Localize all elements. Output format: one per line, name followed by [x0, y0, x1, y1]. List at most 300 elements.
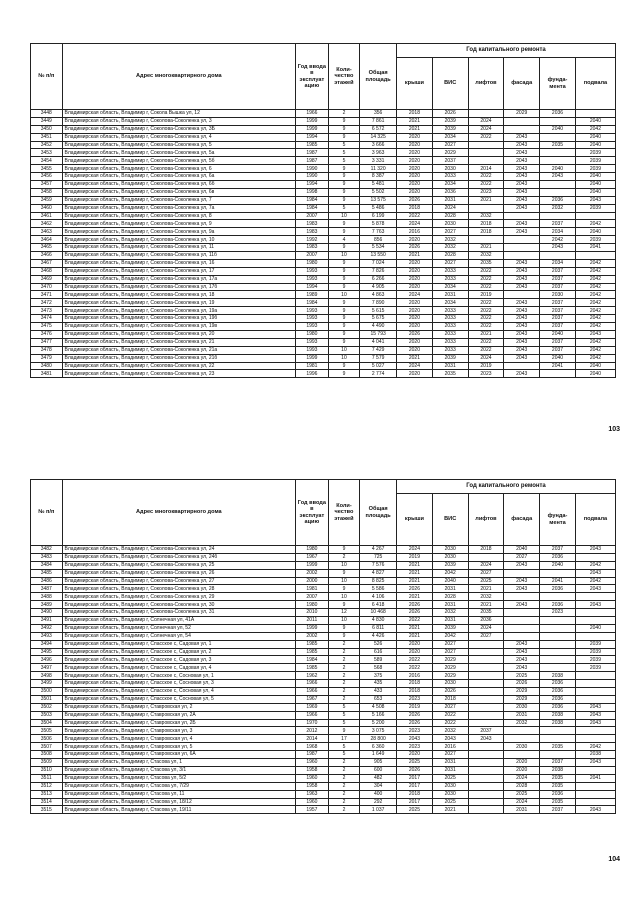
- cell-vis: 2033: [432, 330, 468, 338]
- cell-roof: 2020: [397, 299, 433, 307]
- cell-basement: [575, 735, 615, 743]
- cell-address: Владимирская область, Владимир г, Стасова ул, 11: [62, 790, 296, 798]
- cell-elevators: [468, 664, 504, 672]
- table-row: [31, 624, 616, 632]
- col-foundation: фунда-мента: [540, 494, 576, 546]
- cell-foundation: 2040: [540, 125, 576, 133]
- cell-facade: 2043: [504, 354, 540, 362]
- table-row: [31, 173, 616, 181]
- cell-year: 1993: [296, 338, 329, 346]
- cell-foundation: 2036: [540, 695, 576, 703]
- cell-foundation: 2037: [540, 806, 576, 814]
- cell-foundation: 2037: [540, 323, 576, 331]
- cell-address: Владимирская область, Владимир г, Ставровская ул, 3: [62, 727, 296, 735]
- cell-floors: 9: [328, 546, 360, 554]
- cell-foundation: 2032: [540, 204, 576, 212]
- cell-basement: 2039: [575, 157, 615, 165]
- cell-facade: 2043: [504, 346, 540, 354]
- cell-address: Владимирская область, Владимир г, Соколова-Соколенка ул, 25: [62, 561, 296, 569]
- cell-num: 3482: [31, 546, 63, 554]
- cell-num: 3506: [31, 735, 63, 743]
- cell-address: Владимирская область, Владимир г, Стасова ул, 3/1: [62, 766, 296, 774]
- cell-area: 589: [360, 656, 397, 664]
- cell-num: 3504: [31, 719, 63, 727]
- cell-roof: 2016: [397, 672, 433, 680]
- cell-basement: 2043: [575, 719, 615, 727]
- cell-num: 3474: [31, 315, 63, 323]
- cell-address: Владимирская область, Владимир г, Соколова-Соколенка ул, 21а: [62, 346, 296, 354]
- cell-num: 3477: [31, 338, 63, 346]
- cell-address: Владимирская область, Владимир г, Соколова-Соколенка ул, 17а: [62, 275, 296, 283]
- cell-floors: 9: [328, 165, 360, 173]
- table-row: [31, 577, 616, 585]
- cell-area: 6 811: [360, 624, 397, 632]
- cell-year: 1987: [296, 751, 329, 759]
- cell-area: 7 890: [360, 299, 397, 307]
- cell-roof: 2021: [397, 354, 433, 362]
- cell-area: 7 763: [360, 228, 397, 236]
- cell-year: 1966: [296, 688, 329, 696]
- cell-elevators: 2021: [468, 330, 504, 338]
- cell-area: 7 861: [360, 117, 397, 125]
- cell-elevators: 2024: [468, 354, 504, 362]
- table-row: [31, 569, 616, 577]
- cell-year: 1957: [296, 806, 329, 814]
- cell-floors: 10: [328, 291, 360, 299]
- cell-basement: 2040: [575, 370, 615, 378]
- cell-facade: 2031: [504, 711, 540, 719]
- repair-table-page-103: [30, 43, 616, 378]
- cell-address: Владимирская область, Владимир г, Сокола Вышка ул, 12: [62, 110, 296, 118]
- cell-num: 3470: [31, 283, 63, 291]
- col-group-repair-year: Год капитального ремонта: [397, 480, 616, 494]
- cell-roof: 2020: [397, 133, 433, 141]
- cell-address: Владимирская область, Владимир г, Спасское с, Сосновая ул, 3: [62, 680, 296, 688]
- cell-vis: 2030: [432, 790, 468, 798]
- cell-address: Владимирская область, Владимир г, Спасское с, Садовая ул, 1: [62, 640, 296, 648]
- cell-address: Владимирская область, Владимир г, Соколова-Соколенка ул, 31: [62, 609, 296, 617]
- cell-facade: 2043: [504, 196, 540, 204]
- cell-address: Владимирская область, Владимир г, Соколова-Соколенка ул, 18: [62, 291, 296, 299]
- cell-area: 2 774: [360, 370, 397, 378]
- table-body: [31, 110, 616, 378]
- cell-floors: 9: [328, 220, 360, 228]
- cell-elevators: 2024: [468, 624, 504, 632]
- table-row: [31, 751, 616, 759]
- cell-num: 3456: [31, 173, 63, 181]
- cell-floors: 9: [328, 323, 360, 331]
- col-area: Общая площадь: [360, 44, 397, 110]
- cell-floors: 9: [328, 267, 360, 275]
- cell-address: Владимирская область, Владимир г, Соколова-Соколенка ул, 11: [62, 244, 296, 252]
- cell-year: 1983: [296, 244, 329, 252]
- cell-facade: 2043: [504, 220, 540, 228]
- cell-roof: 2022: [397, 664, 433, 672]
- cell-address: Владимирская область, Владимир г, Соколова-Соколенка ул, 16: [62, 259, 296, 267]
- cell-floors: 9: [328, 299, 360, 307]
- cell-year: 1963: [296, 790, 329, 798]
- cell-area: 482: [360, 774, 397, 782]
- cell-basement: 2042: [575, 315, 615, 323]
- cell-basement: 2043: [575, 806, 615, 814]
- cell-facade: [504, 751, 540, 759]
- cell-year: 1999: [296, 117, 329, 125]
- cell-elevators: [468, 553, 504, 561]
- cell-vis: 2039: [432, 624, 468, 632]
- cell-year: 1966: [296, 110, 329, 118]
- cell-num: 3473: [31, 307, 63, 315]
- cell-area: 15 793: [360, 330, 397, 338]
- cell-basement: 2043: [575, 703, 615, 711]
- col-foundation: фунда-мента: [540, 58, 576, 110]
- cell-year: 2007: [296, 212, 329, 220]
- cell-foundation: 2034: [540, 228, 576, 236]
- cell-area: 5 200: [360, 719, 397, 727]
- cell-num: 3461: [31, 212, 63, 220]
- cell-address: Владимирская область, Владимир г, Спасское с, Сосновая ул, 1: [62, 672, 296, 680]
- cell-year: 1984: [296, 299, 329, 307]
- table-row: [31, 656, 616, 664]
- cell-address: Владимирская область, Владимир г, Ставровская ул, 2: [62, 703, 296, 711]
- repair-table-page-104: [30, 479, 616, 814]
- cell-vis: 2031: [432, 362, 468, 370]
- cell-area: 6 572: [360, 125, 397, 133]
- col-year: Год ввода в эксплуат ацию: [296, 44, 329, 110]
- cell-elevators: 2018: [468, 228, 504, 236]
- cell-area: 725: [360, 553, 397, 561]
- cell-floors: 9: [328, 133, 360, 141]
- cell-floors: 10: [328, 577, 360, 585]
- cell-foundation: 2035: [540, 743, 576, 751]
- cell-elevators: 2022: [468, 133, 504, 141]
- cell-area: 13 575: [360, 196, 397, 204]
- table-row: [31, 196, 616, 204]
- cell-area: 856: [360, 236, 397, 244]
- cell-roof: 2020: [397, 346, 433, 354]
- cell-elevators: [468, 790, 504, 798]
- cell-facade: 2043: [504, 228, 540, 236]
- cell-elevators: [468, 759, 504, 767]
- cell-area: 356: [360, 110, 397, 118]
- cell-address: Владимирская область, Владимир г, Соколова-Соколенка ул, 17: [62, 267, 296, 275]
- cell-year: 1999: [296, 354, 329, 362]
- cell-foundation: 2042: [540, 236, 576, 244]
- cell-roof: 2020: [397, 259, 433, 267]
- cell-area: 28 800: [360, 735, 397, 743]
- cell-area: 5 675: [360, 315, 397, 323]
- cell-year: 1980: [296, 259, 329, 267]
- cell-roof: 2026: [397, 244, 433, 252]
- cell-num: 3469: [31, 275, 63, 283]
- cell-address: Владимирская область, Владимир г, Солнечная ул, 52: [62, 624, 296, 632]
- cell-year: 1985: [296, 141, 329, 149]
- table-row: [31, 546, 616, 554]
- table-row: [31, 766, 616, 774]
- table-row: [31, 703, 616, 711]
- col-vis: ВИС: [432, 494, 468, 546]
- cell-floors: 5: [328, 204, 360, 212]
- cell-elevators: 2035: [468, 259, 504, 267]
- table-row: [31, 291, 616, 299]
- cell-address: Владимирская область, Владимир г, Соколова-Соколенка ул, 5б: [62, 157, 296, 165]
- document-page-104: [0, 452, 640, 905]
- cell-num: 3463: [31, 228, 63, 236]
- cell-vis: 2032: [432, 236, 468, 244]
- table-row: [31, 798, 616, 806]
- cell-vis: 2030: [432, 220, 468, 228]
- cell-roof: 2020: [397, 315, 433, 323]
- cell-roof: 2026: [397, 711, 433, 719]
- cell-elevators: 2035: [468, 609, 504, 617]
- cell-vis: 2029: [432, 672, 468, 680]
- cell-floors: 9: [328, 585, 360, 593]
- cell-basement: 2043: [575, 546, 615, 554]
- cell-facade: 2024: [504, 774, 540, 782]
- cell-foundation: 2041: [540, 362, 576, 370]
- cell-area: 435: [360, 680, 397, 688]
- cell-roof: 2022: [397, 617, 433, 625]
- cell-roof: 2023: [397, 743, 433, 751]
- cell-address: Владимирская область, Владимир г, Стасова ул, 5/2: [62, 774, 296, 782]
- cell-address: Владимирская область, Владимир г, Соколова-Соколенка ул, 9а: [62, 228, 296, 236]
- cell-floors: 2: [328, 798, 360, 806]
- cell-foundation: [540, 593, 576, 601]
- cell-address: Владимирская область, Владимир г, Ставровская ул, 4: [62, 735, 296, 743]
- cell-year: 1980: [296, 601, 329, 609]
- cell-elevators: 2027: [468, 632, 504, 640]
- cell-elevators: 2024: [468, 117, 504, 125]
- cell-roof: 2020: [397, 648, 433, 656]
- cell-elevators: 2019: [468, 362, 504, 370]
- cell-facade: 2043: [504, 141, 540, 149]
- table-row: [31, 125, 616, 133]
- cell-address: Владимирская область, Владимир г, Соколова-Соколенка ул, 21: [62, 338, 296, 346]
- cell-facade: [504, 624, 540, 632]
- cell-address: Владимирская область, Владимир г, Соколова-Соколенка ул, 23: [62, 370, 296, 378]
- cell-basement: 2040: [575, 362, 615, 370]
- cell-elevators: 2019: [468, 291, 504, 299]
- cell-num: 3454: [31, 157, 63, 165]
- cell-vis: 2042: [432, 569, 468, 577]
- cell-vis: 2027: [432, 703, 468, 711]
- cell-floors: 2: [328, 648, 360, 656]
- cell-facade: 2025: [504, 790, 540, 798]
- cell-foundation: 2037: [540, 346, 576, 354]
- cell-vis: 2029: [432, 149, 468, 157]
- cell-foundation: 2036: [540, 688, 576, 696]
- cell-vis: 2031: [432, 291, 468, 299]
- cell-roof: 2026: [397, 585, 433, 593]
- cell-area: 4 041: [360, 338, 397, 346]
- cell-basement: 2039: [575, 149, 615, 157]
- cell-vis: 2035: [432, 370, 468, 378]
- cell-vis: 2037: [432, 157, 468, 165]
- cell-address: Владимирская область, Владимир г, Соколова-Соколенка ул, 5а: [62, 149, 296, 157]
- cell-basement: 2043: [575, 601, 615, 609]
- cell-basement: 2039: [575, 165, 615, 173]
- cell-year: 1980: [296, 546, 329, 554]
- cell-elevators: 2024: [468, 561, 504, 569]
- table-row: [31, 323, 616, 331]
- cell-elevators: 2022: [468, 173, 504, 181]
- cell-floors: 2: [328, 766, 360, 774]
- cell-elevators: [468, 751, 504, 759]
- cell-foundation: 2037: [540, 275, 576, 283]
- cell-address: Владимирская область, Владимир г, Спасское с, Сосновая ул, 5: [62, 695, 296, 703]
- cell-elevators: [468, 236, 504, 244]
- table-row: [31, 640, 616, 648]
- cell-elevators: 2032: [468, 252, 504, 260]
- cell-foundation: 2037: [540, 546, 576, 554]
- cell-facade: 2043: [504, 370, 540, 378]
- cell-elevators: 2018: [468, 220, 504, 228]
- cell-year: 1993: [296, 307, 329, 315]
- cell-floors: 5: [328, 141, 360, 149]
- cell-foundation: 2030: [540, 291, 576, 299]
- cell-floors: 2: [328, 695, 360, 703]
- cell-basement: 2042: [575, 267, 615, 275]
- cell-foundation: [540, 664, 576, 672]
- col-roof: крыши: [397, 494, 433, 546]
- cell-foundation: 2036: [540, 553, 576, 561]
- cell-basement: [575, 593, 615, 601]
- cell-address: Владимирская область, Владимир г, Соколова-Соколенка ул, 6: [62, 165, 296, 173]
- cell-roof: 2020: [397, 370, 433, 378]
- cell-roof: 2018: [397, 204, 433, 212]
- cell-year: 1985: [296, 664, 329, 672]
- cell-roof: 2020: [397, 165, 433, 173]
- cell-elevators: [468, 798, 504, 806]
- cell-year: 1998: [296, 188, 329, 196]
- cell-vis: 2033: [432, 173, 468, 181]
- cell-vis: 2031: [432, 196, 468, 204]
- cell-facade: [504, 252, 540, 260]
- cell-basement: 2042: [575, 275, 615, 283]
- cell-address: Владимирская область, Владимир г, Соколова-Соколенка ул, 21б: [62, 354, 296, 362]
- cell-floors: 17: [328, 735, 360, 743]
- cell-roof: 2025: [397, 806, 433, 814]
- table-row: [31, 110, 616, 118]
- cell-foundation: 2036: [540, 601, 576, 609]
- cell-num: 3484: [31, 561, 63, 569]
- cell-address: Владимирская область, Владимир г, Соколова-Соколенка ул, 20: [62, 330, 296, 338]
- cell-facade: 2043: [504, 181, 540, 189]
- cell-year: 1992: [296, 236, 329, 244]
- cell-roof: 2020: [397, 275, 433, 283]
- cell-year: 1989: [296, 291, 329, 299]
- col-year: Год ввода в эксплуат ацию: [296, 480, 329, 546]
- cell-facade: [504, 609, 540, 617]
- cell-num: 3509: [31, 759, 63, 767]
- cell-foundation: 2043: [540, 173, 576, 181]
- cell-num: 3515: [31, 806, 63, 814]
- cell-basement: 2040: [575, 141, 615, 149]
- cell-basement: [575, 110, 615, 118]
- cell-floors: 5: [328, 711, 360, 719]
- cell-num: 3453: [31, 149, 63, 157]
- cell-basement: 2043: [575, 585, 615, 593]
- cell-roof: 2020: [397, 157, 433, 165]
- cell-year: 1981: [296, 585, 329, 593]
- cell-area: 7 579: [360, 354, 397, 362]
- cell-area: 13 550: [360, 252, 397, 260]
- table-row: [31, 259, 616, 267]
- cell-address: Владимирская область, Владимир г, Соколова-Соколенка ул, 30: [62, 601, 296, 609]
- cell-basement: 2042: [575, 220, 615, 228]
- cell-foundation: 2036: [540, 196, 576, 204]
- cell-basement: [575, 727, 615, 735]
- cell-elevators: [468, 711, 504, 719]
- cell-facade: 2043: [504, 585, 540, 593]
- cell-num: 3502: [31, 703, 63, 711]
- cell-roof: 2024: [397, 291, 433, 299]
- cell-num: 3449: [31, 117, 63, 125]
- cell-facade: [504, 727, 540, 735]
- cell-floors: 9: [328, 569, 360, 577]
- cell-num: 3472: [31, 299, 63, 307]
- cell-roof: 2019: [397, 703, 433, 711]
- cell-area: 4 830: [360, 617, 397, 625]
- cell-facade: 2027: [504, 553, 540, 561]
- cell-address: Владимирская область, Владимир г, Спасское с, Садовая ул, 4: [62, 664, 296, 672]
- cell-area: 1 649: [360, 751, 397, 759]
- cell-basement: 2042: [575, 561, 615, 569]
- table-row: [31, 688, 616, 696]
- cell-year: 1994: [296, 133, 329, 141]
- cell-roof: 2018: [397, 688, 433, 696]
- cell-floors: 9: [328, 338, 360, 346]
- cell-num: 3465: [31, 244, 63, 252]
- cell-basement: 2042: [575, 259, 615, 267]
- cell-elevators: [468, 774, 504, 782]
- cell-floors: 9: [328, 283, 360, 291]
- cell-foundation: [540, 727, 576, 735]
- cell-facade: 2043: [504, 561, 540, 569]
- cell-area: 5 878: [360, 220, 397, 228]
- cell-year: 1985: [296, 648, 329, 656]
- cell-area: 11 320: [360, 165, 397, 173]
- cell-facade: 2040: [504, 546, 540, 554]
- cell-floors: 10: [328, 561, 360, 569]
- cell-facade: 2020: [504, 759, 540, 767]
- cell-basement: 2039: [575, 204, 615, 212]
- cell-foundation: 2040: [540, 354, 576, 362]
- cell-vis: 2032: [432, 727, 468, 735]
- col-address: Адрес многоквартирного дома: [62, 480, 296, 546]
- cell-address: Владимирская область, Владимир г, Стасова ул, 7/29: [62, 782, 296, 790]
- cell-basement: 2039: [575, 664, 615, 672]
- cell-year: 1984: [296, 204, 329, 212]
- table-row: [31, 632, 616, 640]
- table-row: [31, 236, 616, 244]
- cell-year: 1985: [296, 640, 329, 648]
- cell-roof: 2021: [397, 125, 433, 133]
- cell-facade: 2043: [504, 283, 540, 291]
- cell-floors: 2: [328, 664, 360, 672]
- cell-roof: 2018: [397, 790, 433, 798]
- cell-vis: 2034: [432, 299, 468, 307]
- cell-year: 1993: [296, 275, 329, 283]
- cell-year: 1967: [296, 695, 329, 703]
- cell-elevators: 2022: [468, 275, 504, 283]
- cell-basement: 2042: [575, 125, 615, 133]
- cell-area: 6 418: [360, 601, 397, 609]
- cell-floors: 2: [328, 806, 360, 814]
- table-row: [31, 307, 616, 315]
- cell-area: 10 468: [360, 609, 397, 617]
- cell-basement: 2042: [575, 354, 615, 362]
- cell-area: 7 826: [360, 267, 397, 275]
